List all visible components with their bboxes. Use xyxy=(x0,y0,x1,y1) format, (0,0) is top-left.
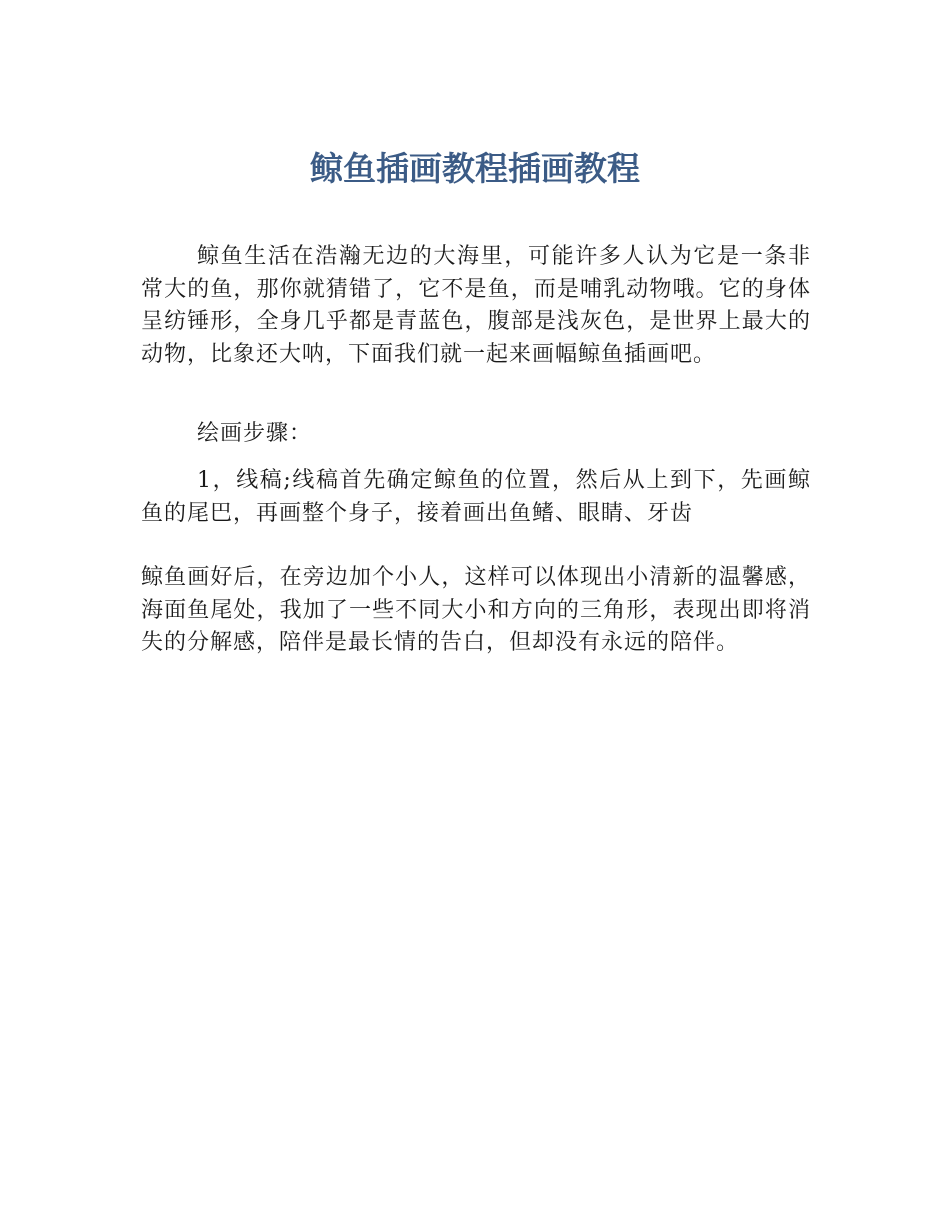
page-title: 鲸鱼插画教程插画教程 xyxy=(310,149,640,188)
step-1-paragraph: 1，线稿;线稿首先确定鲸鱼的位置，然后从上到下，先画鲸鱼的尾巴，再画整个身子，接着画出鱼鳍、眼睛、牙齿 xyxy=(141,468,811,526)
steps-heading: 绘画步骤： xyxy=(197,421,313,446)
closing-paragraph: 鲸鱼画好后，在旁边加个小人，这样可以体现出小清新的温馨感，海面鱼尾处，我加了一些不同大小和方向的三角形，表现出即将消失的分解感，陪伴是最长情的告白，但却没有永远的陪伴。 xyxy=(141,565,811,655)
intro-paragraph: 鲸鱼生活在浩瀚无边的大海里，可能许多人认为它是一条非常大的鱼，那你就猜错了，它不是鱼，而是哺乳动物哦。它的身体呈纺锤形，全身几乎都是青蓝色，腹部是浅灰色，是世界上最大的动物，比象还大呐，下面我们就一起来画幅鲸鱼插画吧。 xyxy=(141,244,811,367)
